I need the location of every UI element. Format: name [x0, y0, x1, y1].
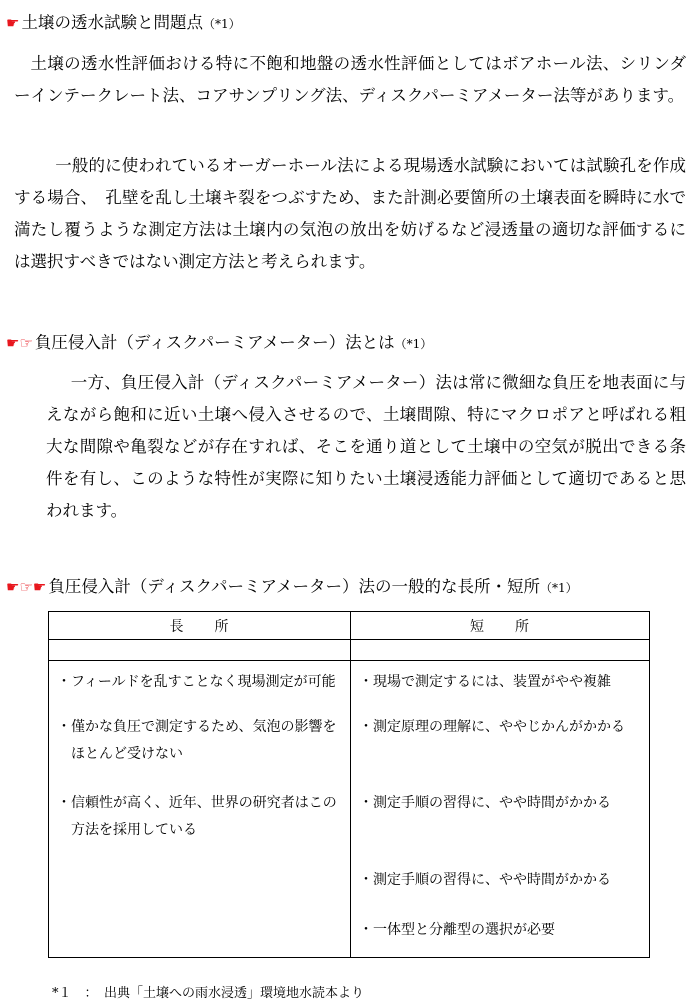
- con-item: ・測定原理の理解に、ややじかんがかかる: [359, 719, 625, 735]
- section1-paragraph-1: 土壌の透水性評価おける特に不飽和地盤の透水性評価としてはボアホール法、シリンダーインテークレート法、コアサンプリング法、ディスクパーミアメーター法等があります。: [14, 54, 686, 105]
- pro-item: ・僅かな負圧で測定するため、気泡の影響を ほとんど受けない: [57, 719, 337, 762]
- table-body-row: [49, 661, 650, 958]
- pro-item: ・フィールドを乱すことなく現場測定が可能: [57, 674, 336, 690]
- pointing-hand-icons: ☛☞☛: [6, 578, 47, 596]
- pointing-hand-icon: ☛: [6, 14, 20, 32]
- section1-heading: [6, 9, 241, 33]
- section1-paragraph-2: 一般的に使われているオーガーホール法による現場透水試験においては試験孔を作成する場合、 孔壁を乱し土壌キ裂をつぶすため、また計測必要箇所の土壌表面を瞬時に水で満たし覆うような測定方法は土壌内の気泡の放出を妨げるなど浸透量の適切な評価するには選択すべきではない測定方法と考えられます。: [14, 156, 686, 271]
- cons-header: 短 所: [351, 612, 650, 640]
- con-item: ・一体型と分離型の選択が必要: [359, 922, 555, 938]
- section2-note: （*1）: [394, 337, 433, 351]
- pro-item: ・信頼性が高く、近年、世界の研究者はこの 方法を採用している: [57, 795, 337, 838]
- footnote: *１ ： 出典「土壌への雨水浸透」環境地水読本より: [52, 986, 365, 1001]
- section3-heading: [6, 573, 578, 597]
- pros-header: 長 所: [49, 612, 351, 640]
- table-header-row: [49, 612, 650, 640]
- con-item: ・測定手順の習得に、やや時間がかかる: [359, 795, 611, 811]
- con-item: ・測定手順の習得に、やや時間がかかる: [359, 872, 611, 888]
- section2-heading: [6, 329, 432, 353]
- con-item: ・現場で測定するには、装置がやや複雑: [359, 674, 611, 690]
- section1-note: （*1）: [202, 17, 241, 31]
- pointing-hand-icons: ☛☞: [6, 334, 33, 352]
- section3-title: 負圧侵入計（ディスクパーミアメーター）法の一般的な長所・短所: [48, 577, 541, 596]
- pros-cell: [49, 661, 351, 958]
- pros-cons-table: [48, 611, 650, 958]
- section2-paragraph: 一方、負圧侵入計（ディスクパーミアメーター）法は常に微細な負圧を地表面に与えながら飽和に近い土壌へ侵入させるので、土壌間隙、特にマクロポアと呼ばれる粗大な間隙や亀裂などが存在すれば、そこを通り道として土壌中の空気が脱出できる条件を有し、このような特性が実際に知りたい土壌浸透能力評価として適切であると思われます。: [46, 373, 686, 520]
- blank-cell: [351, 640, 650, 661]
- table-blank-row: [49, 640, 650, 661]
- blank-cell: [49, 640, 351, 661]
- section2-title: 負圧侵入計（ディスクパーミアメーター）法とは: [34, 333, 395, 352]
- cons-cell: [351, 661, 650, 958]
- section1-title: 土壌の透水試験と問題点: [21, 13, 203, 32]
- section3-note: （*1）: [540, 581, 578, 595]
